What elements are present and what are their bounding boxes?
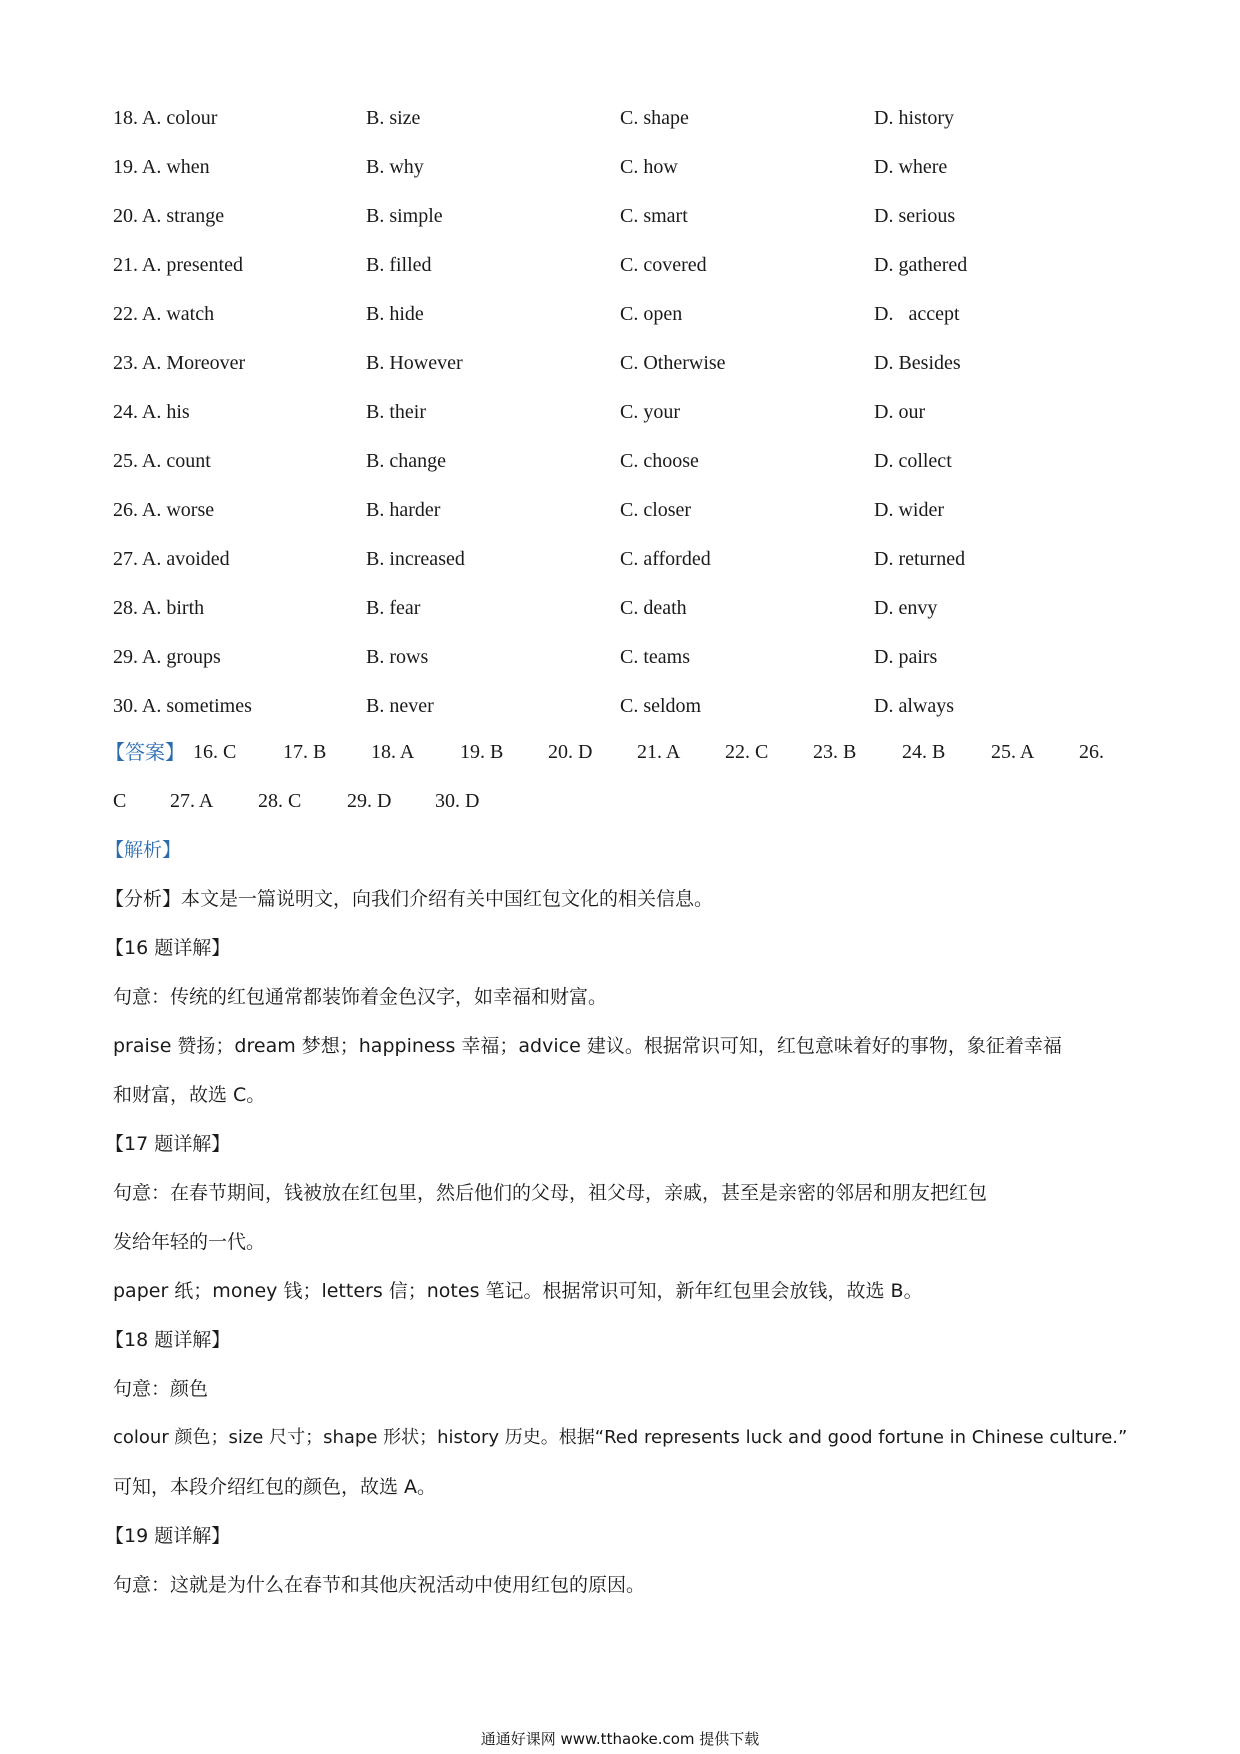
question-number-option-a <box>113 152 210 182</box>
option-b: B. hide <box>366 303 424 325</box>
option-d: D. our <box>874 401 926 423</box>
q17-explanation: paper 纸；money 钱；letters 信；notes 笔记。根据常识可知，新年红包里会放钱，故选 B。 <box>113 1280 923 1302</box>
option-list <box>113 103 1143 740</box>
q18-explanation-cont: 可知，本段介绍红包的颜色，故选 A。 <box>113 1476 437 1498</box>
option-a: A. birth <box>141 597 205 619</box>
answer-item: 23. B <box>813 741 857 763</box>
option-c: C. shape <box>620 107 689 129</box>
option-d: D. serious <box>874 205 956 227</box>
question-option-row <box>113 103 1143 152</box>
option-c: C. Otherwise <box>620 352 726 374</box>
question-number: 24. <box>113 401 138 423</box>
option-c: C. afforded <box>620 548 711 570</box>
option-c: C. how <box>620 156 678 178</box>
q18-explanation: colour 颜色；size 尺寸；shape 形状；history 历史。根据“Red represents luck and good fortune in Chinese culture.” <box>113 1427 1128 1448</box>
option-c: C. death <box>620 597 687 619</box>
question-number: 26. <box>113 499 138 521</box>
option-c: C. teams <box>620 646 690 668</box>
option-b: B. harder <box>366 499 441 521</box>
option-a: A. presented <box>141 254 243 276</box>
answer-item: 21. A <box>637 741 681 763</box>
question-number: 19. <box>113 156 138 178</box>
answer-item: 26. <box>1079 741 1104 763</box>
option-a: A. his <box>141 401 190 423</box>
option-d: D. envy <box>874 597 938 619</box>
q16-explanation: praise 赞扬；dream 梦想；happiness 幸福；advice 建议。根据常识可知，红包意味着好的事物，象征着幸福 <box>113 1035 1062 1057</box>
option-d: D. wider <box>874 499 944 521</box>
question-number-option-a <box>113 250 243 280</box>
answer-item: 30. D <box>435 790 480 812</box>
option-b: B. fear <box>366 597 421 619</box>
question-number: 18. <box>113 107 138 129</box>
answer-line-1 <box>105 737 1143 786</box>
question-option-row <box>113 299 1143 348</box>
answer-item: 24. B <box>902 741 946 763</box>
answer-item: 20. D <box>548 741 593 763</box>
question-option-row <box>113 250 1143 299</box>
option-a: A. Moreover <box>141 352 246 374</box>
option-c: C. smart <box>620 205 688 227</box>
q17-meaning: 句意：在春节期间，钱被放在红包里，然后他们的父母，祖父母，亲戚，甚至是亲密的邻居和朋友把红包 <box>113 1182 988 1204</box>
analysis-summary: 【分析】本文是一篇说明文，向我们介绍有关中国红包文化的相关信息。 <box>105 888 714 910</box>
option-a: A. avoided <box>141 548 230 570</box>
question-option-row <box>113 544 1143 593</box>
page-footer: 通通好课网 www.tthaoke.com 提供下载 <box>480 1730 760 1748</box>
option-d: D. where <box>874 156 948 178</box>
q16-heading: 【16 题详解】 <box>105 937 231 959</box>
option-a: A. strange <box>141 205 225 227</box>
option-d: D. pairs <box>874 646 938 668</box>
option-c: C. seldom <box>620 695 702 717</box>
question-option-row <box>113 691 1143 740</box>
option-b: B. size <box>366 107 421 129</box>
option-d: D. accept <box>874 303 960 325</box>
answer-item: 27. A <box>170 790 214 812</box>
option-b: B. However <box>366 352 463 374</box>
question-number-option-a <box>113 397 190 427</box>
answer-item: 22. C <box>725 741 769 763</box>
option-a: A. colour <box>141 107 218 129</box>
question-number-option-a <box>113 201 224 231</box>
question-number-option-a <box>113 299 214 329</box>
answer-item: 19. B <box>460 741 504 763</box>
question-number: 23. <box>113 352 138 374</box>
option-c: C. your <box>620 401 680 423</box>
answer-item: 17. B <box>283 741 327 763</box>
option-d: D. returned <box>874 548 966 570</box>
answer-section <box>105 737 1143 835</box>
option-b: B. change <box>366 450 446 472</box>
answer-item: 25. A <box>991 741 1035 763</box>
answer-item: 29. D <box>347 790 392 812</box>
option-b: B. their <box>366 401 426 423</box>
answer-item: 28. C <box>258 790 302 812</box>
answer-item: 18. A <box>371 741 415 763</box>
question-number-option-a <box>113 103 217 133</box>
option-c: C. covered <box>620 254 707 276</box>
option-a: A. count <box>141 450 211 472</box>
option-a: A. worse <box>141 499 215 521</box>
option-a: A. groups <box>141 646 221 668</box>
q17-meaning-cont: 发给年轻的一代。 <box>113 1231 266 1253</box>
answer-item: C <box>113 790 127 812</box>
option-c: C. choose <box>620 450 699 472</box>
option-a: A. watch <box>141 303 215 325</box>
option-b: B. why <box>366 156 424 178</box>
answer-line-2 <box>113 786 1143 835</box>
question-number: 30. <box>113 695 138 717</box>
q19-meaning: 句意：这就是为什么在春节和其他庆祝活动中使用红包的原因。 <box>113 1574 646 1596</box>
option-b: B. simple <box>366 205 443 227</box>
option-b: B. rows <box>366 646 429 668</box>
answer-item: 16. C <box>193 741 237 763</box>
question-number: 28. <box>113 597 138 619</box>
question-option-row <box>113 446 1143 495</box>
question-number-option-a <box>113 691 252 721</box>
question-number-option-a <box>113 642 221 672</box>
question-number-option-a <box>113 495 214 525</box>
question-option-row <box>113 152 1143 201</box>
option-c: C. open <box>620 303 683 325</box>
question-option-row <box>113 593 1143 642</box>
option-d: D. Besides <box>874 352 961 374</box>
option-d: D. history <box>874 107 954 129</box>
question-number: 20. <box>113 205 138 227</box>
question-number: 29. <box>113 646 138 668</box>
explanation <box>105 835 1133 1619</box>
question-option-row <box>113 397 1143 446</box>
question-option-row <box>113 348 1143 397</box>
q16-explanation-cont: 和财富，故选 C。 <box>113 1084 266 1106</box>
option-c: C. closer <box>620 499 692 521</box>
q18-heading: 【18 题详解】 <box>105 1329 231 1351</box>
question-option-row <box>113 201 1143 250</box>
q19-heading: 【19 题详解】 <box>105 1525 231 1547</box>
q18-meaning: 句意：颜色 <box>113 1378 209 1400</box>
option-d: D. always <box>874 695 954 717</box>
question-number-option-a <box>113 544 230 574</box>
question-number: 27. <box>113 548 138 570</box>
option-a: A. when <box>141 156 210 178</box>
question-number-option-a <box>113 446 211 476</box>
question-number: 25. <box>113 450 138 472</box>
question-option-row <box>113 642 1143 691</box>
option-b: B. increased <box>366 548 465 570</box>
question-number: 22. <box>113 303 138 325</box>
option-b: B. never <box>366 695 434 717</box>
question-number-option-a <box>113 348 245 378</box>
q16-meaning: 句意：传统的红包通常都装饰着金色汉字，如幸福和财富。 <box>113 986 608 1008</box>
answer-tag: 【答案】 <box>105 740 185 764</box>
analysis-tag: 【解析】 <box>105 839 182 861</box>
question-number-option-a <box>113 593 204 623</box>
option-a: A. sometimes <box>141 695 252 717</box>
option-d: D. gathered <box>874 254 968 276</box>
question-number: 21. <box>113 254 138 276</box>
option-d: D. collect <box>874 450 952 472</box>
question-option-row <box>113 495 1143 544</box>
q17-heading: 【17 题详解】 <box>105 1133 231 1155</box>
option-b: B. filled <box>366 254 432 276</box>
